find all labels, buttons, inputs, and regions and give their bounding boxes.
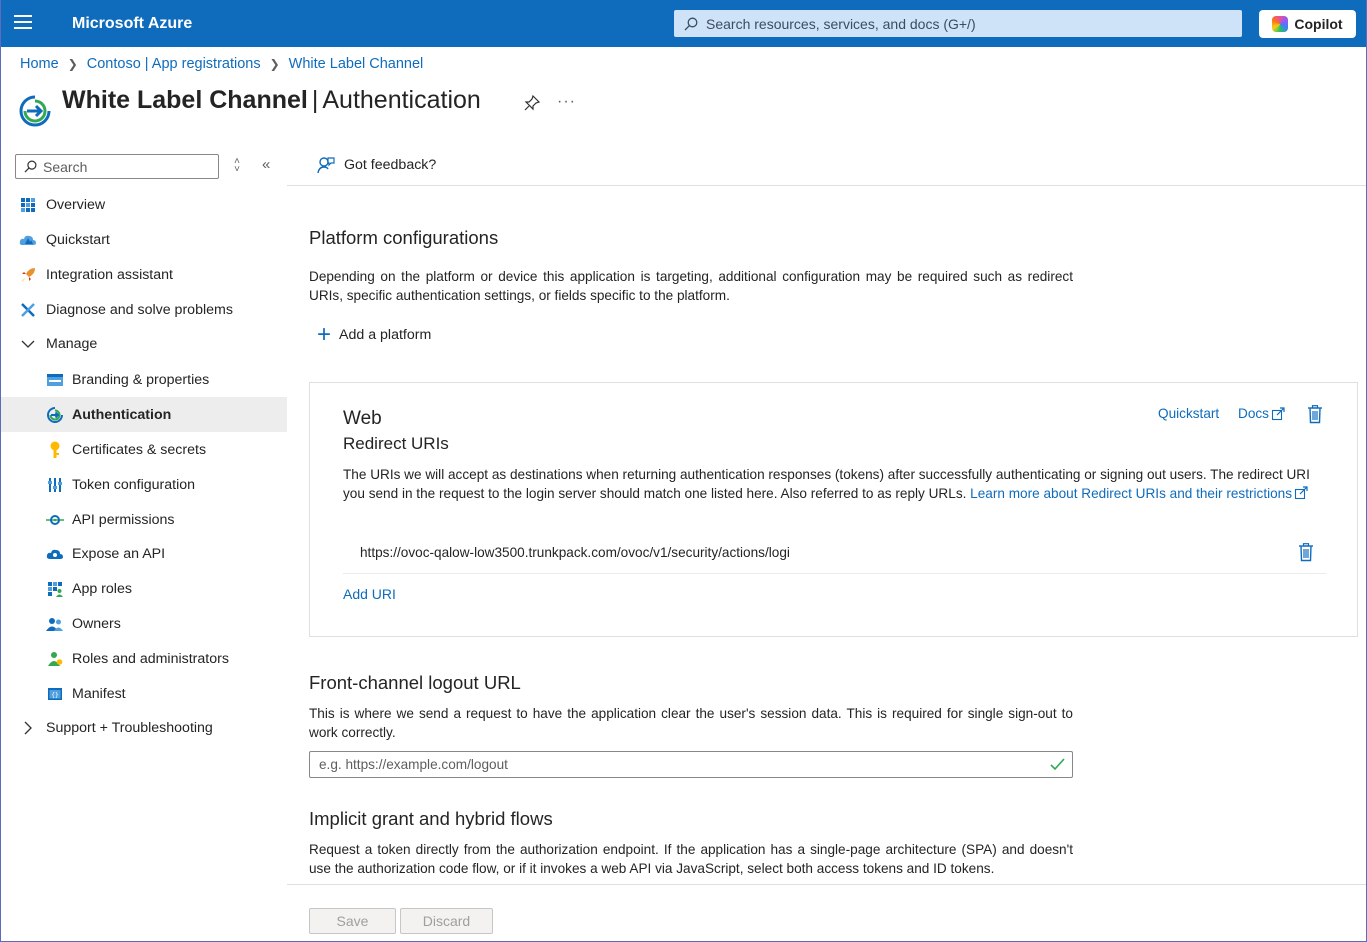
footer-divider [287,884,1367,885]
quickstart-link[interactable]: Quickstart [1158,406,1220,421]
breadcrumb-white-label-channel[interactable]: White Label Channel [288,56,424,72]
delete-uri-icon[interactable] [1298,543,1314,562]
sidebar-item-label: Authentication [72,406,172,423]
copilot-button[interactable] [1259,10,1356,38]
sidebar-item-quickstart[interactable] [1,222,287,257]
top-bar [1,0,1367,47]
sidebar-item-owners[interactable] [1,606,287,641]
learn-more-label: Learn more about Redirect URIs and their restrictions [970,486,1293,502]
branding-icon [46,371,64,389]
hamburger-menu-icon[interactable] [14,15,34,31]
checkmark-icon [1050,757,1065,771]
roles-icon [46,650,64,668]
chevron-right-icon: ❯ [269,57,280,71]
title-separator: | [311,86,319,114]
sidebar-item-label: Integration assistant [46,266,173,283]
breadcrumb-home[interactable]: Home [20,56,59,72]
sidebar-item-label: Branding & properties [72,371,210,388]
add-uri-link[interactable]: Add URI [343,586,396,602]
cloud-icon [46,545,64,563]
footer-bar [1,884,1367,942]
sidebar-item-certificates[interactable] [1,432,287,467]
search-icon [24,160,37,173]
sidebar-item-token-configuration[interactable] [1,467,287,502]
app-name[interactable]: Microsoft Azure [72,15,193,32]
key-icon [46,441,64,459]
token-icon [46,476,64,494]
sidebar-search-placeholder: Search [43,158,88,175]
sidebar-item-label: App roles [72,580,132,597]
external-link-icon [1294,486,1308,500]
manifest-icon [46,685,64,703]
redirect-uri-value[interactable]: https://ovoc-qalow-low3500.trunkpack.com/ovoc/v1/security/actions/logi [360,545,790,560]
add-platform-label: Add a platform [339,327,432,343]
sidebar-item-label: Token configuration [72,476,196,493]
sidebar-item-diagnose[interactable] [1,292,287,327]
sidebar-item-api-permissions[interactable] [1,502,287,537]
docs-link[interactable] [1238,406,1285,421]
authentication-icon [46,406,64,424]
discard-button[interactable]: Discard [400,908,493,934]
sidebar-item-label: Diagnose and solve problems [46,301,233,318]
sidebar-search-input[interactable] [15,154,219,179]
pin-icon[interactable] [523,94,541,112]
chevron-right-icon [19,719,37,737]
sidebar-item-branding[interactable] [1,362,287,397]
feedback-icon [317,156,335,174]
add-platform-button[interactable] [317,321,432,348]
sidebar-item-label: Owners [72,615,121,632]
chevron-right-icon: ❯ [67,57,78,71]
expand-collapse-icon[interactable]: ˄ ˅ [234,156,240,175]
owners-icon [46,615,64,633]
overview-icon [19,196,37,214]
quickstart-icon [19,231,37,249]
sidebar-item-label: Support + Troubleshooting [46,719,213,736]
divider [287,185,1367,186]
plus-icon: + [317,321,332,348]
external-link-icon [1271,407,1285,421]
sidebar-group-support[interactable] [1,710,287,745]
logout-url-input[interactable] [309,751,1073,778]
sidebar-item-manifest[interactable] [1,676,287,711]
global-search-input[interactable] [674,10,1242,37]
sidebar-item-expose-api[interactable] [1,536,287,571]
sidebar-item-label: API permissions [72,511,175,528]
front-channel-logout-heading: Front-channel logout URL [309,672,521,693]
docs-label: Docs [1238,406,1269,421]
global-search-placeholder: Search resources, services, and docs (G+/) [706,15,976,32]
sidebar-item-app-roles[interactable] [1,571,287,606]
front-channel-logout-description: This is where we send a request to have the application clear the user's session data. This is required for single sign-out to work correctly. [309,706,1073,741]
wrench-icon [19,301,37,319]
sidebar-item-roles-administrators[interactable] [1,641,287,676]
sidebar-item-label: Manifest [72,685,126,702]
feedback-button[interactable] [317,156,436,174]
platform-configurations-heading: Platform configurations [309,227,499,248]
breadcrumb-app-registrations[interactable]: Contoso | App registrations [86,56,261,72]
sidebar-item-label: Certificates & secrets [72,441,207,458]
platform-configurations-description: Depending on the platform or device this application is targeting, additional configuration may be required such as redirect URIs, specific authentication settings, or fields specific to the platform. [309,269,1073,304]
sidebar-item-label: Roles and administrators [72,650,229,667]
sidebar-item-authentication[interactable] [1,397,287,432]
breadcrumb [20,56,423,72]
collapse-sidebar-icon[interactable]: « [262,156,271,173]
redirect-uri-row [343,539,1326,574]
search-icon [684,17,698,31]
redirect-uris-description-text: The URIs we will accept as destinations when returning authentication responses (tokens) after successfully authenticating or signing out users. The redirect URI you send in the request to the login server should match one listed here. Also referred to as reply URLs. [343,467,1310,502]
sidebar-item-overview[interactable] [1,187,287,222]
sidebar [1,150,287,942]
web-card-title: Web [343,408,382,429]
delete-platform-icon[interactable] [1307,405,1323,424]
sidebar-item-label: Overview [46,196,106,213]
sidebar-item-label: Quickstart [46,231,110,248]
resource-name: White Label Channel [62,86,308,114]
api-permissions-icon [46,511,64,529]
save-button[interactable]: Save [309,908,396,934]
copilot-label: Copilot [1294,16,1343,32]
feedback-label: Got feedback? [344,157,437,173]
sidebar-item-label: Expose an API [72,545,166,562]
rocket-icon [19,266,37,284]
logout-url-placeholder: e.g. https://example.com/logout [319,757,508,772]
redirect-uris-description [343,465,1331,504]
page-title [62,86,481,115]
sidebar-item-label: Manage [46,335,98,352]
copilot-icon [1272,16,1288,32]
sidebar-group-manage[interactable] [1,326,287,361]
redirect-uris-heading: Redirect URIs [343,434,449,453]
web-platform-card [309,382,1358,637]
svg-text:{}: {} [51,691,59,699]
more-options-icon[interactable]: ··· [557,93,576,110]
sidebar-item-integration-assistant[interactable] [1,257,287,292]
blade-name: Authentication [322,86,481,114]
implicit-grant-heading: Implicit grant and hybrid flows [309,808,553,829]
learn-more-redirect-uris-link[interactable] [970,486,1308,501]
chevron-down-icon [19,335,37,353]
main-content [287,150,1367,942]
authentication-icon [19,95,51,127]
app-roles-icon [46,580,64,598]
implicit-grant-description: Request a token directly from the authorization endpoint. If the application has a single-page architecture (SPA) and doesn't use the authorization code flow, or if it invokes a web API via JavaScript, select both access tokens and ID tokens. [309,842,1073,877]
